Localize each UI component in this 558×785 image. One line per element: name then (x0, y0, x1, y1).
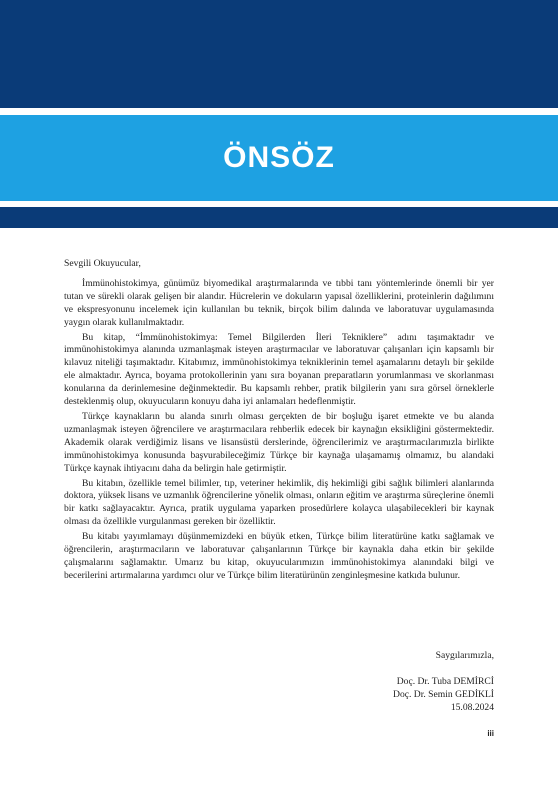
signatory-1: Doç. Dr. Tuba DEMİRCİ (396, 676, 494, 687)
closing: Saygılarımızla, (435, 650, 494, 661)
signatory-2: Doç. Dr. Semin GEDİKLİ (393, 688, 494, 700)
page-number: iii (487, 729, 494, 738)
header-band-dark (0, 0, 558, 108)
paragraph-3: Türkçe kaynakların bu alanda sınırlı olması gerçekten de bir boşluğu işaret etmekte ve bu alanda uzmanlaşmak isteyen öğrencilere ve araştırmacılara rehberlik edecek bir kaynağın eksikliğini göstermektedir. Akademik olarak verdiğimiz lisans ve lisansüstü derslerinde, öğrencilerimiz ve araştırmacılarımızla birlikte immünohistokimya konusunda başvurabileceğimiz Türkçe bir kaynağa ulaşamamış olmamız, bu alandaki Türkçe kaynak ihtiyacını daha da belirgin hale getirmiştir. (64, 410, 494, 474)
paragraph-2: Bu kitap, “İmmünohistokimya: Temel Bilgilerden İleri Tekniklere” adını taşımaktadır ve immünohistokimya alanında uzmanlaşmak isteyen araştırmacılar ve laboratuvar çalışanları için kapsamlı bir kılavuz niteliği taşımaktadır. Kitabımız, immünohistokimya tekniklerinin temel aşamalarını detaylı bir şekilde ele almaktadır. Ayrıca, boyama protokollerinin yanı sıra boyanan preparatların yorumlanması ve skorlanması konularına da derinlemesine değinmektedir. Bu kapsamlı rehber, pratik bilgilerin yanı sıra görsel örneklerle desteklenmiş olup, okuyucuların konuyu daha iyi anlamaları hedeflenmiştir. (64, 331, 494, 408)
date: 15.08.2024 (450, 701, 494, 713)
header-divider (0, 108, 558, 111)
paragraph-4: Bu kitabın, özellikle temel bilimler, tıp, veteriner hekimlik, diş hekimliği gibi sağlık bilimleri alanlarında doktora, yüksek lisans ve uzmanlık öğrencilerine yönelik olması, onların eğitim ve araştırma süreçlerine önemli bir katkı sağlayacaktır. Ayrıca, pratik uygulama yaparken prosedürlere kolayca ulaşabilecekleri bir kaynak olması da özellikle vurgulanması gereken bir özelliktir. (64, 477, 494, 528)
paragraph-5: Bu kitabı yayımlamayı düşünmemizdeki en büyük etken, Türkçe bilim literatürüne katkı sağlamak ve öğrencilerin, araştırmacıların ve laboratuvar çalışanlarının Türkçe bir kaynakla daha etkin bir şekilde çalışmalarını sağlamaktır. Umarız bu kitap, okuyucularımızın immünohistokimya alanındaki bilgi ve becerilerini artırmalarına yardımcı olur ve Türkçe bilim literatürünün zenginleşmesine katkıda bulunur. (64, 531, 494, 581)
paragraph-1: İmmünohistokimya, günümüz biyomedikal araştırmalarında ve tıbbi tanı yöntemlerinde önemli bir yer tutan ve sürekli olarak gelişen bir alandır. Hücrelerin ve dokuların yapısal özelliklerini, proteinlerin dağılımını ve ekspresyonunu incelemek için kullanılan bu teknik, birçok bilim dalında ve laboratuvar uygulamasında yaygın olarak kullanılmaktadır. (64, 277, 494, 328)
signature-block (393, 676, 494, 715)
page-title: ÖNSÖZ (223, 141, 335, 174)
salutation: Sevgili Okuyucular, (64, 258, 141, 269)
header-band-bottom (0, 207, 558, 228)
letter-body (64, 258, 494, 585)
